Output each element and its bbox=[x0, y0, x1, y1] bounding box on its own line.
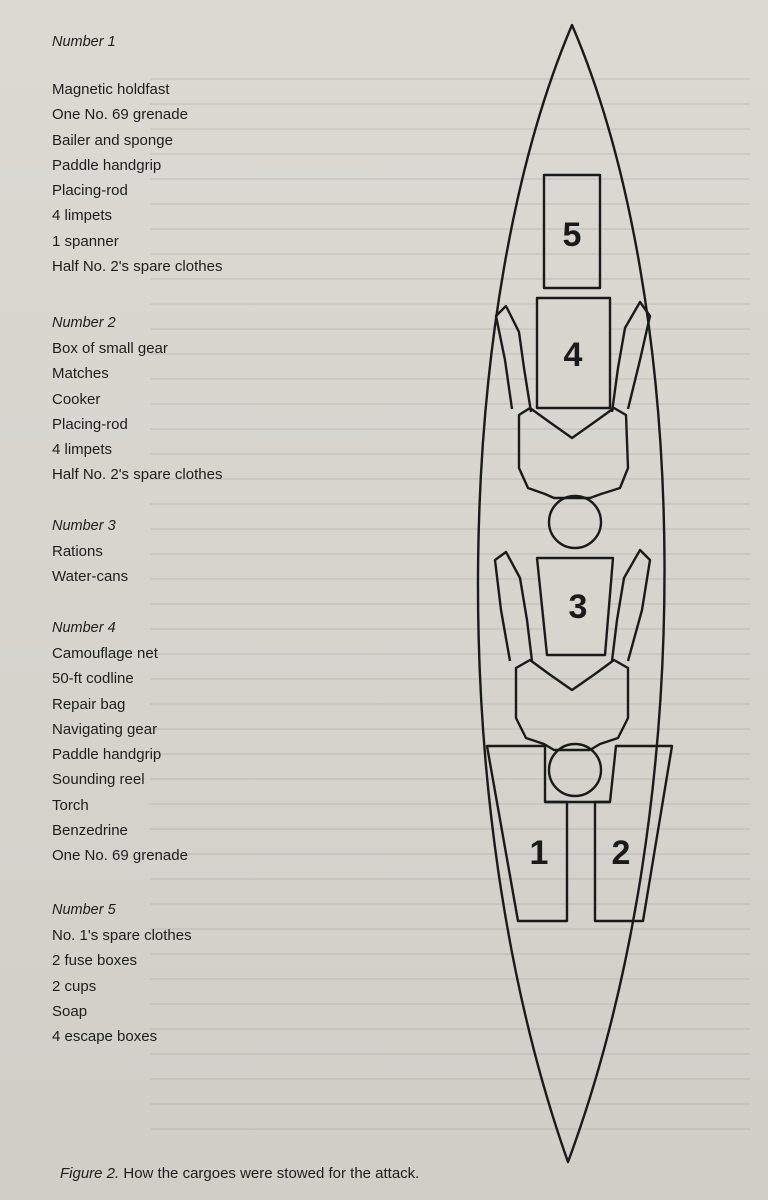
rear-paddler-head bbox=[549, 744, 601, 796]
paddler-right-arm bbox=[612, 302, 650, 412]
cargo-item: 4 limpets bbox=[52, 441, 113, 459]
cargo-item: Half No. 2's spare clothes bbox=[52, 258, 223, 276]
cargo-heading: Number 3 bbox=[52, 518, 116, 534]
cargo-item: Sounding reel bbox=[52, 771, 145, 789]
cargo-heading: Number 4 bbox=[52, 620, 116, 636]
cargo-heading: Number 5 bbox=[52, 902, 116, 918]
paddler-torso bbox=[519, 408, 628, 498]
rear-paddler-right-arm bbox=[612, 550, 650, 661]
cargo-item: Placing-rod bbox=[52, 415, 128, 433]
cargo-item: One No. 69 grenade bbox=[52, 106, 188, 124]
cargo-item: 2 fuse boxes bbox=[52, 952, 138, 970]
paddler-head bbox=[549, 496, 601, 548]
cargo-item: Paddle handgrip bbox=[52, 746, 162, 764]
cargo-item: Rations bbox=[52, 543, 103, 560]
cargo-item: 50-ft codline bbox=[52, 670, 134, 688]
cargo-item: 4 escape boxes bbox=[52, 1028, 158, 1046]
figure-caption bbox=[60, 1165, 419, 1182]
cargo-item: Navigating gear bbox=[52, 720, 158, 738]
compartment-2 bbox=[595, 746, 672, 921]
cargo-heading: Number 1 bbox=[52, 34, 116, 50]
cargo-item: No. 1's spare clothes bbox=[52, 927, 192, 944]
compartment-2-label: 2 bbox=[611, 834, 631, 872]
rear-seat-area bbox=[495, 550, 650, 796]
cargo-item: Cooker bbox=[52, 390, 101, 408]
cargo-item: 4 limpets bbox=[52, 207, 113, 225]
rear-paddler-torso bbox=[516, 660, 628, 750]
cargo-item: 1 spanner bbox=[52, 232, 119, 250]
compartment-4-label: 4 bbox=[563, 336, 583, 374]
cargo-item: Water-cans bbox=[52, 568, 129, 586]
cargo-item: Torch bbox=[52, 796, 89, 814]
cargo-item: Soap bbox=[52, 1002, 88, 1020]
figure-caption-text: How the cargoes were stowed for the attack. bbox=[123, 1165, 420, 1182]
compartment-3-label: 3 bbox=[568, 588, 588, 626]
paddler-left-arm bbox=[496, 306, 531, 412]
cargo-item: Repair bag bbox=[52, 695, 126, 713]
compartment-1 bbox=[487, 746, 567, 921]
cargo-item: Camouflage net bbox=[52, 645, 158, 662]
compartment-1-label: 1 bbox=[529, 834, 549, 872]
cargo-item: Half No. 2's spare clothes bbox=[52, 466, 223, 484]
figure-label: Figure 2. bbox=[60, 1165, 120, 1182]
cargo-item: Box of small gear bbox=[52, 340, 168, 357]
compartment-5-label: 5 bbox=[562, 216, 582, 254]
cargo-item: Placing-rod bbox=[52, 182, 128, 200]
rear-paddler-left-arm bbox=[495, 552, 532, 661]
cargo-item: Benzedrine bbox=[52, 822, 128, 840]
cargo-heading: Number 2 bbox=[52, 315, 116, 331]
cargo-item: Paddle handgrip bbox=[52, 156, 162, 174]
cargo-item: One No. 69 grenade bbox=[52, 847, 188, 865]
cargo-item: Magnetic holdfast bbox=[52, 81, 170, 98]
cargo-item: Bailer and sponge bbox=[52, 131, 173, 149]
cargo-item: Matches bbox=[52, 365, 109, 383]
cargo-item: 2 cups bbox=[52, 977, 97, 995]
